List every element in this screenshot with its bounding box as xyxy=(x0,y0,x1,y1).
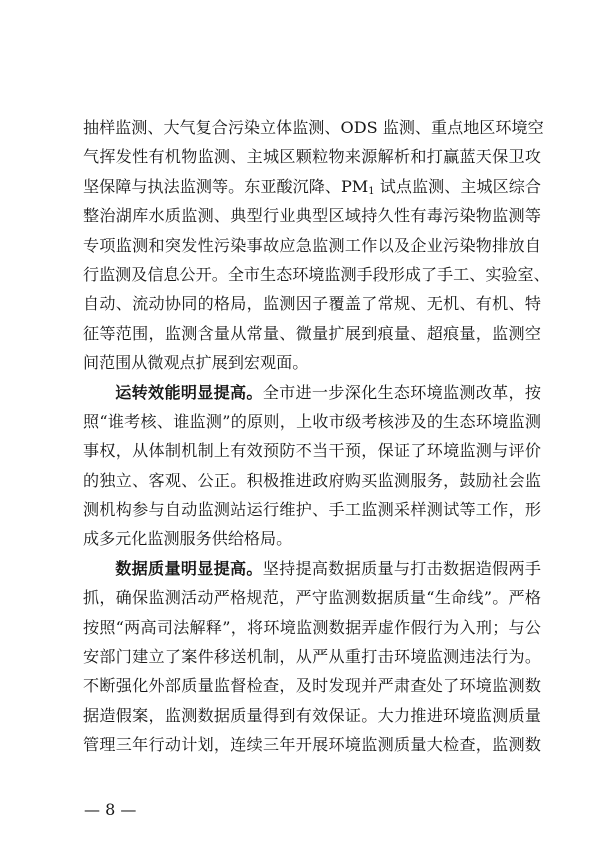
text-line: 不断强化外部质量监督检查，及时发现并严肃查处了环境监测数 xyxy=(83,676,541,696)
paragraph-lead-heading: 运转效能明显提高。 xyxy=(115,382,263,402)
text-line: 抽样监测、大气复合污染立体监测、ODS 监测、重点地区环境空 xyxy=(83,118,544,137)
text-line: 自动、流动协同的格局，监测因子覆盖了常规、无机、有机、特 xyxy=(83,294,541,314)
text-line: 照“谁考核、谁监测”的原则，上收市级考核涉及的生态环境监测 xyxy=(83,411,541,431)
text-segment: 坚持提高数据质量与打击数据造假两手 xyxy=(262,558,542,578)
body-text xyxy=(83,113,550,760)
text-line: 专项监测和突发性污染事故应急监测工作以及企业污染物排放自 xyxy=(83,235,541,255)
text-line: 的独立、客观、公正。积极推进政府购买监测服务，鼓励社会监 xyxy=(83,470,541,490)
text-line: 事权，从体制机制上有效预防不当干预，保证了环境监测与评价 xyxy=(83,441,541,461)
text-line: 行监测及信息公开。全市生态环境监测手段形成了手工、实验室、 xyxy=(83,264,550,284)
text-line: 整治湖库水质监测、典型行业典型区域持久性有毒污染物监测等 xyxy=(83,206,541,226)
text-line: 安部门建立了案件移送机制，从严从重打击环境监测违法行为。 xyxy=(83,647,541,667)
text-segment: 全市进一步深化生态环境监测改革，按 xyxy=(262,382,542,402)
text-line: 抓，确保监测活动严格规范，严守监测数据质量“生命线”。严格 xyxy=(83,588,541,608)
text-line: 气挥发性有机物监测、主城区颗粒物来源解析和打赢蓝天保卫攻 xyxy=(83,147,541,167)
paragraph-first-line xyxy=(83,378,541,407)
text-line: 征等范围，监测含量从常量、微量扩展到痕量、超痕量，监测空 xyxy=(83,323,541,343)
paragraph-lead-heading: 数据质量明显提高。 xyxy=(115,558,263,578)
text-line: 测机构参与自动监测站运行维护、手工监测采样测试等工作，形 xyxy=(83,500,541,520)
text-segment: 试点监测、主城区综合 xyxy=(374,176,541,196)
text-line xyxy=(83,172,541,201)
text-segment: 坚保障与执法监测等。东亚酸沉降、PM xyxy=(83,176,369,196)
pm-subscript: 1 xyxy=(368,185,375,197)
text-line: 间范围从微观点扩展到宏观面。 xyxy=(83,353,309,373)
page-number: — 8 — xyxy=(84,800,137,819)
text-line: 据造假案，监测数据质量得到有效保证。大力推进环境监测质量 xyxy=(83,705,541,725)
text-line: 按照“两高司法解释”，将环境监测数据弄虚作假行为入刑；与公 xyxy=(83,617,541,637)
text-line: 管理三年行动计划，连续三年开展环境监测质量大检查，监测数 xyxy=(83,735,541,755)
text-line: 成多元化监测服务供给格局。 xyxy=(83,529,293,549)
paragraph-first-line xyxy=(83,554,541,583)
